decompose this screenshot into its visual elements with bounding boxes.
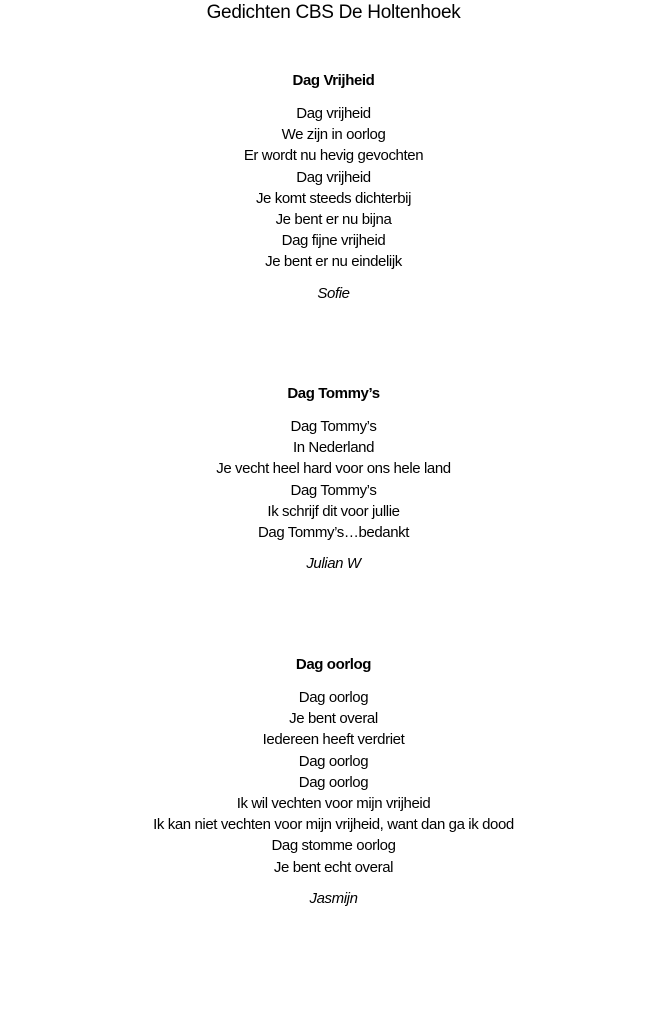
- poem-line: Dag vrijheid: [296, 168, 371, 186]
- poem-title: Dag Vrijheid: [292, 72, 375, 89]
- page-title: Gedichten CBS De Holtenhoek: [206, 2, 461, 23]
- poem-line: Je bent echt overal: [273, 858, 394, 876]
- poem-line: Dag stomme oorlog: [271, 837, 396, 855]
- poem: [0, 654, 667, 909]
- poem-line: Dag oorlog: [298, 689, 369, 706]
- poem: [0, 70, 667, 304]
- poem-line: Dag Tommy’s: [290, 481, 377, 499]
- poem-line: We zijn in oorlog: [281, 126, 386, 144]
- poem-author: Julian W: [306, 555, 361, 573]
- poem-title: Dag Tommy’s: [287, 385, 380, 402]
- poem-line: Dag Tommy’s…bedankt: [257, 523, 410, 541]
- poem-line: Ik schrijf dit voor jullie: [267, 502, 400, 520]
- poem: [0, 383, 667, 574]
- poem-line: Je vecht heel hard voor ons hele land: [216, 460, 451, 478]
- poem-title: Dag oorlog: [295, 656, 372, 673]
- poem-line: Dag Tommy’s: [290, 418, 377, 435]
- poem-line: Ik wil vechten voor mijn vrijheid: [236, 794, 431, 812]
- poem-line: Ik kan niet vechten voor mijn vrijheid, want dan ga ik dood: [153, 816, 514, 834]
- poem-line: In Nederland: [292, 439, 375, 457]
- poem-line: Er wordt nu hevig gevochten: [243, 147, 424, 165]
- poem-line: Iedereen heeft verdriet: [262, 731, 405, 749]
- poem-line: Dag vrijheid: [296, 105, 371, 122]
- poem-line: Je komt steeds dichterbij: [255, 189, 412, 207]
- poem-line: Je bent er nu eindelijk: [265, 253, 402, 271]
- poem-lines: [0, 416, 667, 543]
- poem-author: Sofie: [317, 284, 350, 302]
- poem-line: Dag oorlog: [298, 773, 369, 791]
- poem-line: Dag oorlog: [298, 752, 369, 770]
- poem-line: Dag fijne vrijheid: [281, 232, 386, 250]
- poem-lines: [0, 103, 667, 273]
- poem-lines: [0, 687, 667, 878]
- poem-author: Jasmijn: [309, 889, 358, 907]
- poem-line: Je bent overal: [289, 710, 378, 728]
- poem-line: Je bent er nu bijna: [275, 210, 392, 228]
